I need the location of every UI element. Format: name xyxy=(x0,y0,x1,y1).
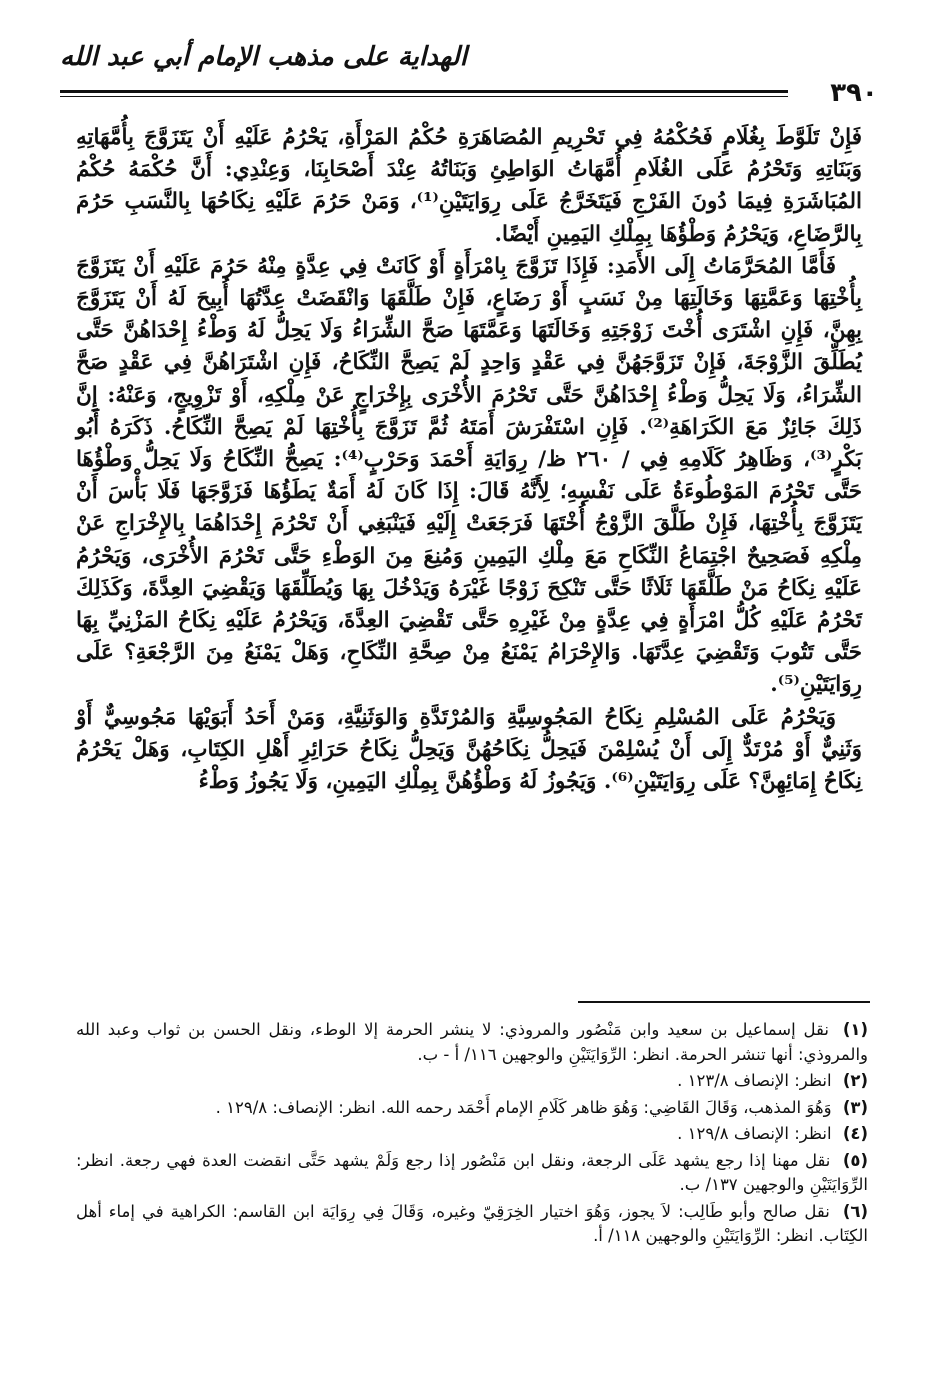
paragraph: فَأَمَّا المُحَرَّمَاتُ إِلَى الأَمَدِ: فَإِذَا تَزَوَّجَ بِامْرَأَةٍ أَوْ كَانَتْ فِي عِدَّةٍ مِنْهُ حَرُمَ عَلَيْهِ أَنْ يَتَزَوَّجَ بِأُخْتِهَا وَعَمَّتِهَا وَخَالَتِهَا مِنْ نَسَبٍ أَوْ رَضَاعٍ، فَإِنْ طَلَّقَهَا وَانْقَضَتْ عِدَّتُهَا أُبِيحَ لَهُ أَنْ يَتَزَوَّجَ بِهِنَّ، فَإِنِ اشْتَرَى أُخْتَ زَوْجَتِهِ وَخَالَتَهَا وَعَمَّتَهَا صَحَّ الشِّرَاءُ وَلَا يَحِلُّ لَهُ وَطْءُ إِحْدَاهُنَّ حَتَّى يُطَلِّقَ الزَّوْجَةَ، فَإِنْ تَزَوَّجَهُنَّ فِي عَقْدٍ وَاحِدٍ لَمْ يَصِحَّ النِّكَاحُ، فَإِنِ اشْتَرَاهُنَّ فِي عَقْدٍ صَحَّ الشِّرَاءُ، وَلَا يَحِلُّ وَطْءُ إِحْدَاهُنَّ حَتَّى تَحْرُمَ الأُخْرَى بِإِخْرَاجٍ عَنْ مِلْكِهِ، أَوْ تَزْوِيجٍ، وَعَنْهُ: إِنَّ ذَلِكَ جَائِزٌ مَعَ الكَرَاهَةِ⁽²⁾. فَإِنِ اسْتَفْرَشَ أَمَتَهُ ثُمَّ تَزَوَّجَ بِأُخْتِهَا لَمْ يَصِحَّ النِّكَاحُ. ذَكَرَهُ أَبُو بَكْرٍ⁽³⁾، وَظَاهِرُ كَلَامِهِ فِي / ٢٦٠ ظ/ رِوَايَةِ أَحْمَدَ وَحَرْبٍ⁽⁴⁾: يَصِحُّ النِّكَاحُ وَلَا يَحِلُّ وَطْؤُهَا حَتَّى تَحْرُمَ المَوْطُوءَةُ عَلَى نَفْسِهِ؛ لِأَنَّهُ قَالَ: إِذَا كَانَ لَهُ أَمَةٌ يَطَؤُهَا فَزَوَّجَهَا فَلَا بَأْسَ أَنْ يَتَزَوَّجَ بِأُخْتِهَا، فَإِنْ طَلَّقَ الزَّوْجُ أُخْتَهَا فَرَجَعَتْ إِلَيْهِ فَيَنْبَغِي أَنْ تَحْرُمَ إِحْدَاهُمَا بِالإِخْرَاجِ عَنْ مِلْكِهِ فَصَحِيحٌ اجْتِمَاعُ النِّكَاحِ مَعَ مِلْكِ اليَمِينِ وَمُنِعَ مِنَ الوَطْءِ حَتَّى تَحْرُمَ الأُخْرَى، وَيَحْرُمُ عَلَيْهِ نِكَاحُ مَنْ طَلَّقَهَا ثَلَاثًا حَتَّى تَنْكِحَ زَوْجًا غَيْرَهُ وَيَدْخُلَ بِهَا وَيُطَلِّقَهَا وَيَقْضِيَ العِدَّةَ، وَكَذَلِكَ تَحْرُمُ عَلَيْهِ كُلُّ امْرَأَةٍ فِي عِدَّةٍ مِنْ غَيْرِهِ حَتَّى تَقْضِيَ العِدَّةَ، وَيَحْرُمُ عَلَيْهِ نِكَاحُ المَزْنِيِّ بِهَا حَتَّى تَتُوبَ وَتَقْضِيَ عِدَّتَهَا. وَالإِحْرَامُ يَمْنَعُ مِنْ صِحَّةِ النِّكَاحِ، وَهَلْ يَمْنَعُ مِنَ الرَّجْعَةِ؟ عَلَى رِوَايَتَيْنِ⁽⁵⁾. xyxy=(76,253,862,698)
paragraph: وَيَحْرُمُ عَلَى المُسْلِمِ نِكَاحُ المَجُوسِيَّةِ وَالمُرْتَدَّةِ وَالوَثَنِيَّةِ، وَمَنْ أَحَدُ أَبَوَيْهَا مَجُوسِيٌّ أَوْ وَثَنِيٌّ أَوْ مُرْتَدٌّ إِلَى أَنْ يُسْلِمْنَ فَيَحِلُّ نِكَاحُهُنَّ وَيَحِلُّ نِكَاحُ حَرَائِرِ أَهْلِ الكِتَابِ، وَهَلْ يَحْرُمُ نِكَاحُ إِمَائِهِنَّ؟ عَلَى رِوَايَتَيْنِ⁽⁶⁾. وَيَجُوزُ لَهُ وَطْؤُهُنَّ بِمِلْكِ اليَمِينِ، وَلَا يَجُوزُ وَطْءُ xyxy=(76,704,862,795)
page-header xyxy=(60,42,884,108)
footnote-number: (٤) xyxy=(842,1124,868,1143)
page-number: ٣٩٠ xyxy=(824,78,884,108)
running-title: الهداية على مذهب الإمام أبي عبد الله xyxy=(60,42,467,72)
header-rule xyxy=(60,90,788,97)
footnote xyxy=(76,1200,868,1249)
footnote-text: انظر: الإنصاف ١٢٣/٨ . xyxy=(677,1071,832,1090)
footnote-text: نقل إسماعيل بن سعيد وابن مَنْصُور والمروذي: لا ينشر الحرمة إلا الوطء، ونقل الحسن بن ثواب وعبد الله والمروذي: أنها تنشر الحرمة. انظر: الرِّوَايَتَيْنِ والوجهين ١١٦/ أ - ب. xyxy=(76,1020,868,1064)
footnote-number: (١) xyxy=(842,1020,868,1039)
footnotes xyxy=(76,1018,868,1251)
footnote-number: (٦) xyxy=(842,1201,869,1221)
footnote-number: (٢) xyxy=(842,1071,868,1090)
footnote-number: (٥) xyxy=(842,1150,868,1170)
footnote-text: نقل مهنا إذا رجع يشهد عَلَى الرجعة، ونقل ابن مَنْصُور إذا رجع وَلَمْ يشهد حَتَّى انقضت العدة فهي رجعة. انظر: الرِّوَايَتَيْنِ والوجهين ١٣٧/ ب. xyxy=(76,1150,868,1194)
footnote-number: (٣) xyxy=(842,1097,868,1117)
footnote xyxy=(76,1069,868,1094)
footnote xyxy=(76,1149,868,1198)
footnote-text: وَهُوَ المذهب، وَقَالَ القَاضِي: وَهُوَ ظاهر كَلَامِ الإمام أَحْمَد رحمه الله. انظر: الإنصاف: ١٢٩/٨ . xyxy=(215,1097,832,1117)
footnote-text: نقل صالح وأبو طَالِب: لاَ يجوز، وَهُوَ اختيار الخِرَقِيّ وغيره، وَقَالَ فِي رِوَايَة ابن القاسم: الكراهية في إماء أهل الكِتَاب. انظر: الرِّوَايَتَيْنِ والوجهين ١١٨/ أ. xyxy=(76,1201,868,1245)
footnote-separator xyxy=(578,1001,870,1003)
footnote-text: انظر: الإنصاف ١٢٩/٨ . xyxy=(677,1124,832,1143)
footnote xyxy=(76,1018,868,1067)
main-text xyxy=(76,122,862,798)
footnote xyxy=(76,1122,868,1147)
paragraph: فَإِنْ تَلَوَّطَ بِغُلَامٍ فَحُكْمُهُ فِي تَحْرِيمِ المُصَاهَرَةِ حُكْمُ المَرْأَةِ، يَحْرُمُ عَلَيْهِ أَنْ يَتَزَوَّجَ بِأُمَّهَاتِهِ وَبَنَاتِهِ وَتَحْرُمُ عَلَى الغُلَامِ أُمَّهَاتُ الوَاطِئِ وَبَنَاتُهُ عِنْدَ أَصْحَابِنَا، وَعِنْدِي: أَنَّ حُكْمَهُ حُكْمُ المُبَاشَرَةِ فِيمَا دُونَ الفَرْجِ فَيَتَخَرَّجُ عَلَى رِوَايَتَيْنِ⁽¹⁾، وَمَنْ حَرُمَ عَلَيْهِ نِكَاحُهَا بِالنَّسَبِ حَرُمَ بِالرَّضَاعِ، وَيَحْرُمُ وَطْؤُهَا بِمِلْكِ اليَمِينِ أَيْضًا. xyxy=(76,125,863,247)
footnote xyxy=(76,1096,868,1121)
